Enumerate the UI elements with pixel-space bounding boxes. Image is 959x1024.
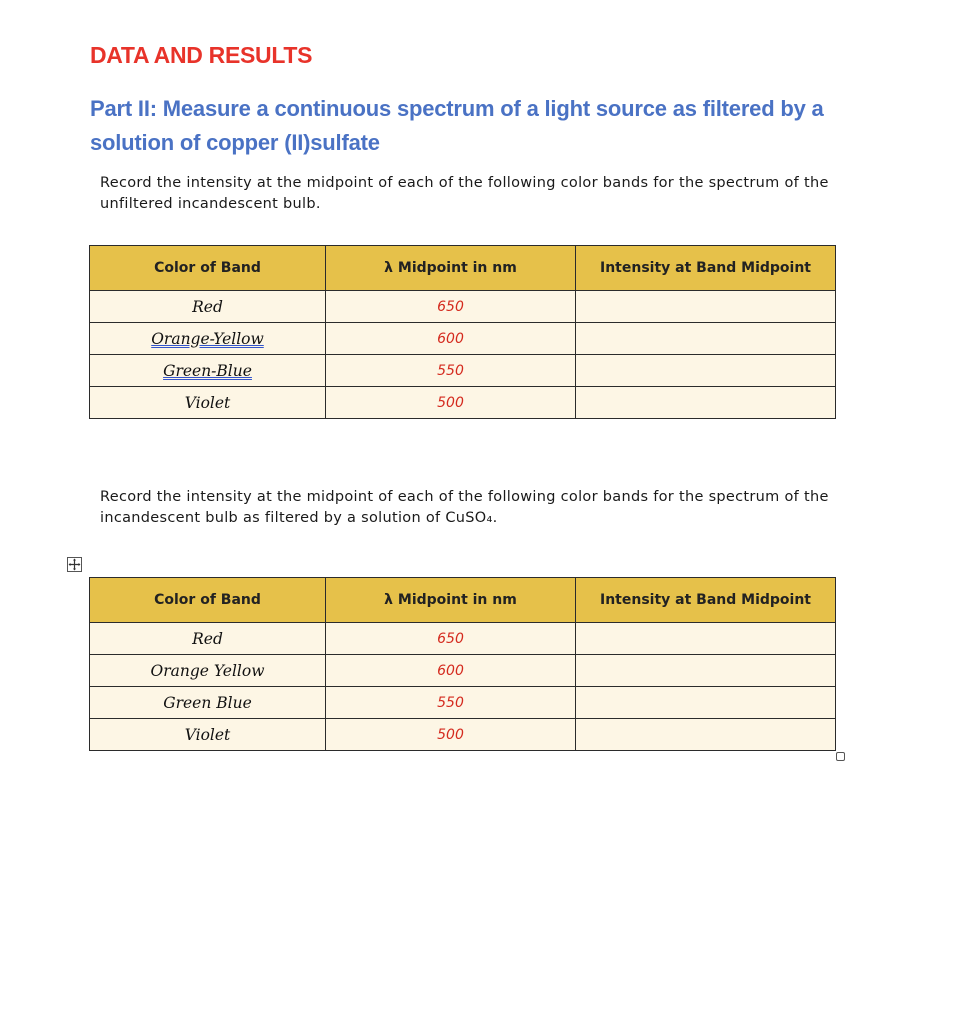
color-cell[interactable]: Red (90, 291, 326, 323)
header-midpoint: λ Midpoint in nm (326, 246, 576, 291)
header-intensity: Intensity at Band Midpoint (576, 578, 836, 623)
midpoint-cell[interactable]: 550 (326, 687, 576, 719)
midpoint-cell[interactable]: 600 (326, 323, 576, 355)
instructions-filtered: Record the intensity at the midpoint of each of the following color bands for the spectrum of the incandescent bulb as filtered by a solution of CuSO₄. (100, 489, 829, 526)
filtered-spectrum-table (89, 577, 836, 751)
midpoint-cell[interactable]: 550 (326, 355, 576, 387)
table-row (90, 687, 836, 719)
table-resize-handle[interactable] (836, 752, 845, 761)
midpoint-cell[interactable]: 500 (326, 719, 576, 751)
header-intensity: Intensity at Band Midpoint (576, 246, 836, 291)
color-cell[interactable]: Orange Yellow (90, 655, 326, 687)
table-row (90, 623, 836, 655)
table-row (90, 387, 836, 419)
color-label: Green-Blue (163, 361, 252, 380)
color-cell[interactable]: Green Blue (90, 687, 326, 719)
intensity-cell[interactable] (576, 323, 836, 355)
color-cell[interactable] (90, 355, 326, 387)
table-row (90, 291, 836, 323)
table-row (90, 355, 836, 387)
intensity-cell[interactable] (576, 655, 836, 687)
header-midpoint: λ Midpoint in nm (326, 578, 576, 623)
header-color-of-band: Color of Band (90, 578, 326, 623)
table-row (90, 719, 836, 751)
color-cell[interactable]: Violet (90, 387, 326, 419)
instructions-unfiltered: Record the intensity at the midpoint of each of the following color bands for the spectrum of the unfiltered incandescent bulb. (100, 175, 829, 212)
midpoint-cell[interactable]: 500 (326, 387, 576, 419)
midpoint-cell[interactable]: 650 (326, 623, 576, 655)
midpoint-cell[interactable]: 600 (326, 655, 576, 687)
color-cell[interactable] (90, 323, 326, 355)
table-header-row (90, 578, 836, 623)
header-color-of-band: Color of Band (90, 246, 326, 291)
color-label: Orange-Yellow (151, 329, 264, 348)
move-cross-icon (68, 558, 81, 571)
intensity-cell[interactable] (576, 291, 836, 323)
part-heading: Part II: Measure a continuous spectrum of a light source as filtered by a solution of copper (II)sulfate (90, 96, 824, 155)
intensity-cell[interactable] (576, 623, 836, 655)
midpoint-cell[interactable]: 650 (326, 291, 576, 323)
intensity-cell[interactable] (576, 687, 836, 719)
table-row (90, 655, 836, 687)
color-cell[interactable]: Red (90, 623, 326, 655)
table-move-handle[interactable] (67, 557, 82, 572)
table-header-row (90, 246, 836, 291)
intensity-cell[interactable] (576, 355, 836, 387)
intensity-cell[interactable] (576, 387, 836, 419)
table-row (90, 323, 836, 355)
section-heading: DATA AND RESULTS (90, 42, 313, 68)
color-cell[interactable]: Violet (90, 719, 326, 751)
intensity-cell[interactable] (576, 719, 836, 751)
unfiltered-spectrum-table (89, 245, 836, 419)
